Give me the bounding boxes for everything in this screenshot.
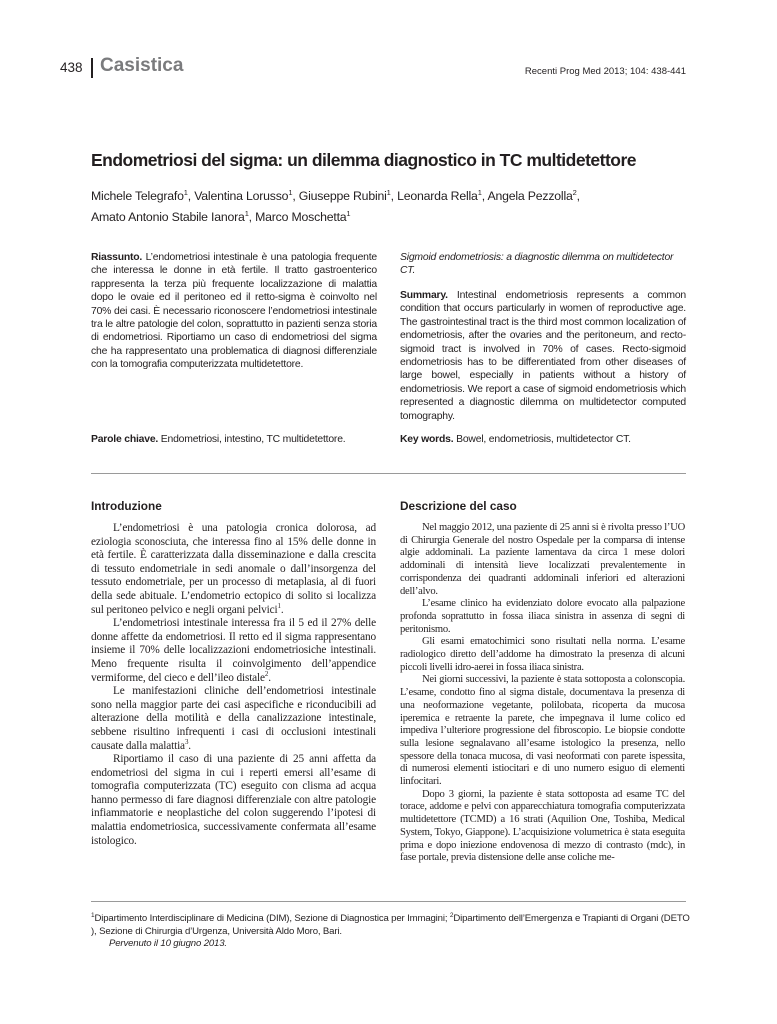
- keywords-label: Key words.: [400, 434, 454, 445]
- paragraph: Nel maggio 2012, una paziente di 25 anni si è rivolta presso l’UO di Chirurgia Generale del nostro Ospedale per la comparsa di intense algie addominali. La paziente lamentava da circa 1 mese dolori addominali di intensità lieve localizzati prevalentemente in corrispondenza dei quadranti addominali inferiori ed alterazioni dell’alvo.: [400, 522, 685, 597]
- paragraph: Le manifestazioni cliniche dell’endometriosi intestinale sono nella maggior parte dei casi aspecifiche e riconducibili ad alterazione della motilità e della canalizzazione intestinale, sebbene risultino infrequenti i casi di occlusioni intestinali causate dalla malattia$^3$.: [91, 685, 376, 752]
- reference-marker: 2: [264, 669, 269, 678]
- author: Marco Moschetta: [255, 210, 347, 225]
- author-affiliation: 1: [183, 188, 188, 197]
- author-affiliation: 2: [572, 188, 577, 197]
- author-affiliation: 1: [244, 209, 249, 219]
- introduction-column: [91, 522, 376, 848]
- header-divider: [91, 58, 93, 78]
- author-affiliation: 1: [386, 188, 391, 197]
- journal-reference: Recenti Prog Med 2013; 104: 438-441: [524, 66, 686, 77]
- keywords-text: Bowel, endometriosis, multidetector CT.: [453, 434, 631, 445]
- reference-marker: 1: [277, 601, 281, 610]
- affiliation-2: Dipartimento dell’Emergenza e Trapianti di Organi (DETO ), Sezione di Chirurgia d’Urgenza, Università Aldo Moro, Bari.: [91, 913, 690, 937]
- author-affiliation: 1: [288, 188, 293, 197]
- keywords-label: Parole chiave.: [91, 434, 159, 445]
- summary-text: Intestinal endometriosis represents a common condition that occurs particularly in women of reproductive age. The gastrointestinal tract is the third most common localization of endometriosis, after the ovaries and the peritoneum, and recto-sigmoid tract is involved in 70% of cases. Recto-sigmoid endometriosis has to be differentiated from other diseases of large bowel, especially in patients without a history of endometriosis. We report a case of sigmoid endometriosis which represented a diagnostic dilemma on multidetector computed tomography.: [400, 290, 686, 422]
- footnote-divider: [91, 901, 686, 902]
- author-affiliation: 1: [477, 188, 482, 197]
- paragraph: Dopo 3 giorni, la paziente è stata sottoposta ad esame TC del torace, addome e pelvi con apparecchiatura tomografia computerizzata multidetettore (TCMD) a 16 strati (Aquilion One, Toshiba, Medical System, Tokyo, Giappone). L’acquisizione volumetrica è stata eseguita prima e dopo iniezione endovenosa di mezzo di contrasto (mdc), in fase portale, previa distensione delle anse coliche me-: [400, 788, 685, 864]
- author: Leonarda Rella: [397, 189, 478, 204]
- introduction-heading: Introduzione: [91, 499, 162, 513]
- page-header: [60, 55, 686, 82]
- case-description-column: [400, 522, 685, 865]
- footnote: $^1$Dipartimento Interdisciplinare di Medicina (DIM), Sezione di Diagnostica per Immagini; $^2$Dipartimento dell’Emergenza e Trapianti di Organi (DETO ), Sezione di Chirurgia d’Urgenza, Università Aldo Moro, Bari. Pervenuto il 10 giugno 2013.: [91, 912, 690, 950]
- article-title: Endometriosi del sigma: un dilemma diagnostico in TC multidetettore: [91, 150, 637, 170]
- paragraph: L’endometriosi è una patologia cronica dolorosa, ad eziologia sconosciuta, che interessa fino al 15% delle donne in età fertile. È caratterizzata dalla disseminazione e dalla crescita di tessuto endometriale in sedi anomale o dall’insorgenza del tessuto endometriale, per un processo di metaplasia, al di fuori della sede abituale. L’endometrio ectopico di solito si localizza sul peritoneo pelvico e negli organi pelvici$^1$.: [91, 522, 376, 616]
- abstract-label: Riassunto.: [91, 252, 143, 263]
- page-number: 438: [60, 60, 83, 75]
- english-title: Sigmoid endometriosis: a diagnostic dilemma on multidetector CT.: [400, 252, 674, 277]
- paragraph: L’esame clinico ha evidenziato dolore evocato alla palpazione profonda soprattutto in fossa iliaca sinistra in assenza di segni di peritonismo.: [400, 598, 685, 635]
- paragraph: Nei giorni successivi, la paziente è stata sottoposta a colonscopia. L’esame, condotto fino al sigma distale, documentava la presenza di una neoformazione vegetante, polilobata, ricoperta da mucosa iperemica e retraente la parete, che impegnava il lume colico ed impediva l’ulteriore progressione del fibroscopio. Le biopsie condotte sulla lesione segnalavano all’esame istologico la presenza, nello spessore della tonaca mucosa, di vasi neoformati con parete ispessita, di numerosi elementi istiocitari e di uno numero esiguo di elementi linfocitari.: [400, 674, 685, 788]
- author: Michele Telegrafo: [91, 189, 184, 204]
- keywords-english: [400, 433, 700, 446]
- paragraph: Gli esami ematochimici sono risultati nella norma. L’esame radiologico diretto dell’addome ha dimostrato la presenza di alcuni piccoli livelli idro-aerei in fossa iliaca sinistra.: [400, 636, 685, 673]
- paragraph: L’endometriosi intestinale interessa fra il 5 ed il 27% delle donne affette da endometriosi. Il retto ed il sigma rappresentano insieme il 70% delle localizzazioni endometriosiche intestinali. Meno frequente risulta il coinvolgimento dell’appendice vermiforme, del cieco e dell’ileo distale$^2$.: [91, 617, 376, 684]
- abstract-italian: [91, 251, 377, 372]
- section-label: Casistica: [100, 55, 184, 76]
- author: Amato Antonio Stabile Ianora: [91, 210, 245, 225]
- received-date: Pervenuto il 10 giugno 2013.: [109, 938, 227, 950]
- author: Valentina Lorusso: [194, 189, 289, 204]
- author-affiliation: 1: [346, 209, 351, 219]
- keywords-text: Endometriosi, intestino, TC multidetettore.: [158, 434, 346, 445]
- keywords-italian: [91, 433, 391, 446]
- author: Giuseppe Rubini: [298, 189, 387, 204]
- abstract-english: [400, 289, 686, 423]
- author-list: Michele Telegrafo$^1$, Valentina Lorusso$^1$, Giuseppe Rubini$^1$, Leonarda Rella$^1$, Angela Pezzolla$^2$, Amato Antonio Stabile Ianora$^1$, Marco Moschetta$^1$: [91, 188, 580, 225]
- affiliation-1: Dipartimento Interdisciplinare di Medicina (DIM), Sezione di Diagnostica per Immagini;: [94, 913, 450, 925]
- abstract-text: L’endometriosi intestinale è una patologia frequente che interessa le donne in età fertile. Il tratto gastroenterico rappresenta la terza più frequente localizzazione di malattia dopo le ovaie ed il peritoneo ed il retto-sigma è coinvolto nel 70% dei casi. È necessario riconoscere l’endometriosi intestinale tra le altre patologie del colon, soprattutto in pazienti senza storia di endometriosi. Riportiamo un caso di endometriosi del sigma che ha rappresentato una problematica di diagnosi differenziale con la tomografia computerizzata multidetettore.: [91, 252, 377, 371]
- summary-label: Summary.: [400, 290, 448, 301]
- author: Angela Pezzolla: [487, 189, 573, 204]
- paragraph: Riportiamo il caso di una paziente di 25 anni affetta da endometriosi del sigma in cui i reperti emersi all’esame di tomografia computerizzata (TC) eseguito con clisma ad acqua hanno permesso di fare diagnosi differenziale con altre patologie infiammatorie e neoplastiche del colon suggerendo l’ipotesi di malattia endometriosica, successivamente confermata all’esame istologico.: [91, 753, 376, 847]
- reference-marker: 3: [184, 737, 189, 746]
- section-divider: [91, 473, 686, 474]
- case-description-heading: Descrizione del caso: [400, 499, 517, 513]
